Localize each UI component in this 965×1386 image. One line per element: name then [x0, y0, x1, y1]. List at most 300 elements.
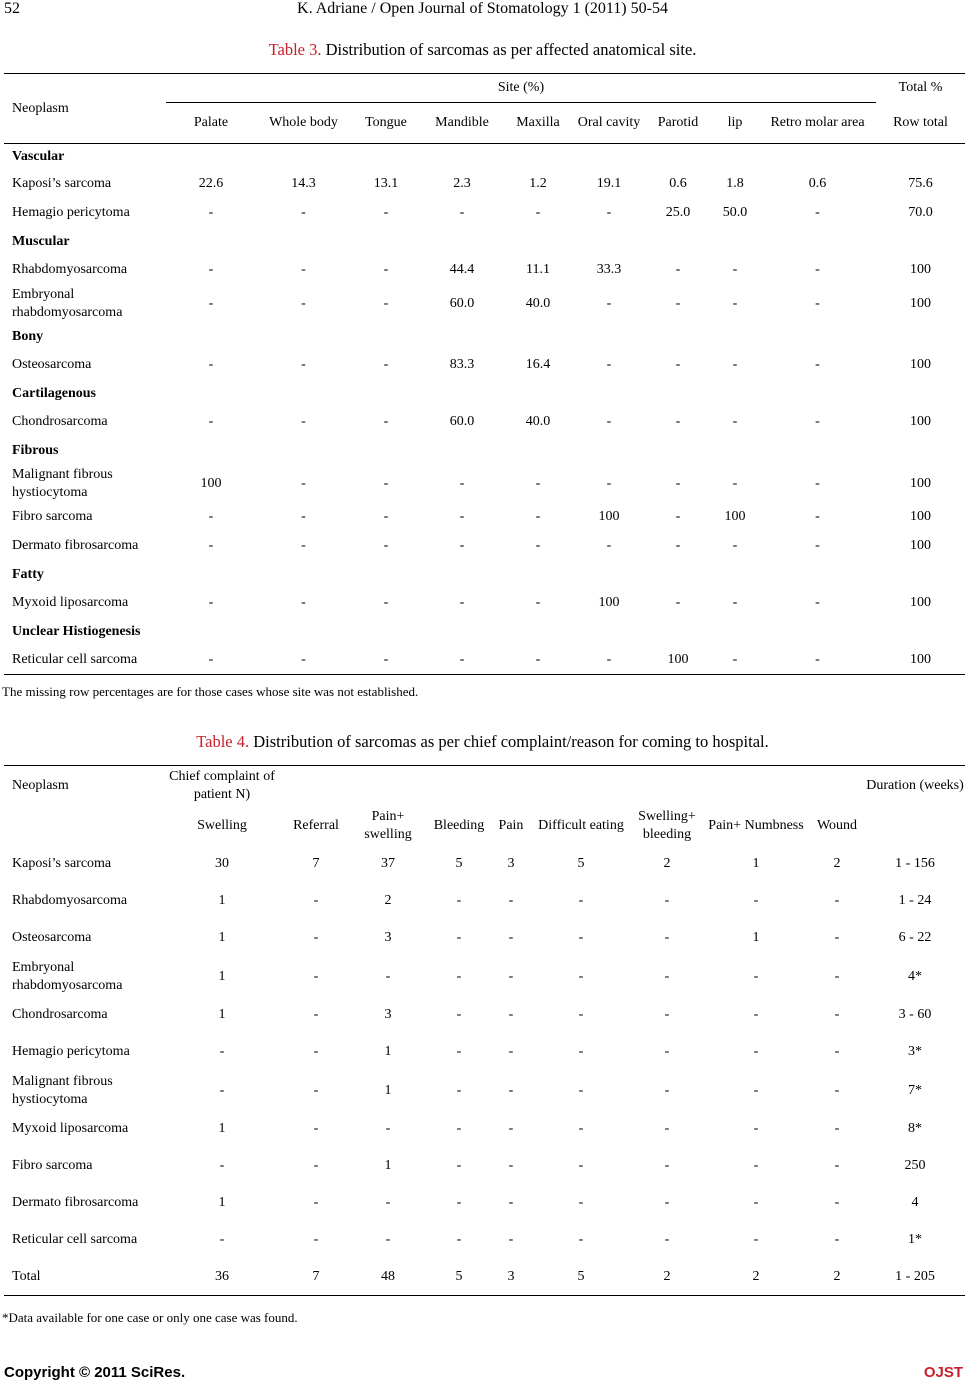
table4-value-cell: 30: [215, 856, 229, 871]
table3-value-cell: 40.0: [525, 414, 551, 429]
table4-col-header: Pain+ swelling: [364, 808, 412, 842]
table4-neoplasm-cell: Hemagio pericytoma: [12, 1044, 130, 1059]
table3-value-cell: -: [535, 475, 541, 491]
table4-value-cell: -: [578, 1158, 584, 1173]
page-header: [0, 0, 965, 22]
table4-value-cell: -: [834, 1121, 840, 1136]
table4-value-cell: -: [834, 930, 840, 945]
table3-value-cell: -: [383, 651, 389, 667]
table3-col-header: Palate: [193, 115, 229, 130]
table4-value-cell: 48: [381, 1268, 395, 1284]
table4-value-cell: -: [508, 1044, 514, 1059]
table4-value-cell: -: [834, 1232, 840, 1247]
table4-value-cell: -: [508, 893, 514, 908]
table3-value-cell: -: [606, 295, 612, 311]
table4-value-cell: -: [753, 1082, 759, 1098]
table4-value-cell: 1: [218, 968, 226, 984]
table4-value-cell: 7: [312, 856, 320, 871]
table3-total-cell: 100: [910, 475, 931, 491]
table3-value-cell: -: [732, 262, 738, 277]
table4-value-cell: -: [753, 1044, 759, 1059]
table4-value-cell: -: [578, 893, 584, 908]
table3-value-cell: -: [732, 295, 738, 311]
table3-value-cell: -: [815, 357, 820, 372]
table3-value-cell: 50.0: [722, 205, 748, 220]
table4-value-cell: -: [385, 1232, 391, 1247]
copyright-text: Copyright © 2011 SciRes.: [4, 1364, 186, 1381]
table4-value-cell: -: [753, 1195, 759, 1210]
table3-value-cell: -: [815, 509, 820, 524]
table4-value-cell: -: [219, 1044, 225, 1059]
table4-neoplasm-cell: Malignant fibrous hystiocytoma: [12, 1073, 113, 1107]
table3-value-cell: 19.1: [596, 176, 622, 191]
table3-group-label: Unclear Histiogenesis: [12, 623, 141, 639]
table-row: [4, 465, 965, 503]
table3-value-cell: 60.0: [449, 414, 475, 429]
table3-value-cell: -: [383, 205, 389, 220]
table3-value-cell: -: [732, 595, 738, 610]
table-row: [4, 1185, 965, 1222]
table3-value-cell: 13.1: [373, 176, 399, 191]
table3-value-cell: 83.3: [449, 357, 475, 372]
table4-value-cell: 5: [577, 1268, 585, 1284]
table3-value-cell: -: [301, 295, 306, 311]
table4-value-cell: 3: [507, 856, 515, 871]
table3-value-cell: -: [383, 357, 389, 372]
table4-duration-cell: 1 - 24: [898, 893, 932, 908]
table4-value-cell: 1: [384, 1158, 392, 1173]
table4-complaint-header: Chief complaint of patient N): [169, 768, 275, 802]
table4-value-cell: -: [834, 1195, 840, 1210]
table4-neoplasm-cell: Osteosarcoma: [12, 930, 92, 945]
table3-value-cell: -: [383, 295, 389, 311]
table3: [4, 73, 965, 675]
table3-total-cell: 100: [910, 357, 931, 372]
table3-value-cell: 44.4: [449, 262, 475, 277]
table3-group-row: [4, 437, 965, 465]
table4-value-cell: -: [456, 1232, 462, 1247]
table4-value-cell: -: [508, 1082, 514, 1098]
table4-value-cell: -: [578, 968, 584, 984]
table3-value-cell: -: [535, 205, 541, 220]
table3-value-cell: -: [815, 475, 820, 491]
table4-value-cell: -: [313, 968, 319, 984]
table4-value-cell: -: [753, 1158, 759, 1173]
table4-value-cell: -: [385, 1121, 391, 1136]
table3-group-label: Vascular: [12, 148, 65, 164]
table3-group-row: [4, 561, 965, 589]
table3-value-cell: 22.6: [198, 176, 224, 191]
table4-value-cell: -: [834, 1082, 840, 1098]
table4-value-cell: -: [578, 1007, 584, 1022]
table4-value-cell: -: [664, 1007, 670, 1022]
table4-value-cell: -: [313, 930, 319, 945]
table4-caption-text: Distribution of sarcomas as per chief complaint/reason for coming to hospital.: [249, 732, 769, 751]
table4-value-cell: 2: [833, 856, 841, 871]
table-row: [4, 1259, 965, 1296]
table-row: [4, 589, 965, 618]
table3-value-cell: -: [675, 295, 681, 311]
table-row: [4, 1222, 965, 1259]
table4-value-cell: 3: [384, 930, 392, 945]
table4-value-cell: -: [313, 1007, 319, 1022]
table3-group-label: Fibrous: [12, 442, 59, 458]
table4-value-cell: -: [834, 893, 840, 908]
table4-neoplasm-cell: Embryonal rhabdomyosarcoma: [12, 959, 123, 993]
table3-value-cell: -: [208, 651, 214, 667]
table4-neoplasm-cell: Total: [12, 1268, 41, 1284]
table-row: [4, 920, 965, 957]
table4-value-cell: 2: [833, 1268, 841, 1284]
table4-value-cell: 2: [663, 856, 671, 871]
journal-abbr: OJST: [923, 1364, 963, 1381]
table-row: [4, 199, 965, 228]
table4-value-cell: -: [664, 1082, 670, 1098]
table3-value-cell: -: [732, 475, 738, 491]
table3-value-cell: -: [606, 357, 612, 372]
table4-value-cell: -: [456, 1195, 462, 1210]
table3-value-cell: 33.3: [596, 262, 622, 277]
table4-value-cell: 1: [218, 1007, 226, 1022]
table3-total-cell: 100: [910, 262, 931, 277]
table4-value-cell: -: [664, 930, 670, 945]
table-row: [4, 1148, 965, 1185]
table3-value-cell: -: [459, 595, 465, 610]
table3-value-cell: -: [301, 414, 306, 429]
table3-group-label: Fatty: [12, 566, 44, 582]
table-row: [4, 408, 965, 437]
table3-value-cell: -: [208, 295, 214, 311]
table3-value-cell: -: [383, 475, 389, 491]
table3-value-cell: -: [675, 262, 681, 277]
table-row: [4, 883, 965, 920]
table4-value-cell: 5: [455, 856, 463, 871]
table4-neoplasm-cell: Dermato fibrosarcoma: [12, 1195, 139, 1210]
table3-value-cell: -: [606, 475, 612, 491]
table4-value-cell: -: [508, 968, 514, 984]
table3-col-header: Tongue: [365, 115, 407, 130]
table3-value-cell: -: [815, 651, 820, 667]
table3-group-label: Cartilagenous: [12, 385, 96, 401]
table3-value-cell: -: [675, 357, 681, 372]
table4-value-cell: 1: [752, 930, 760, 945]
table3-value-cell: -: [815, 414, 820, 429]
table3-value-cell: 100: [667, 651, 689, 667]
table4-col-header: Referral: [293, 817, 339, 833]
table4-value-cell: -: [753, 968, 759, 984]
table3-total-cell: 100: [910, 595, 931, 610]
table3-value-cell: -: [301, 509, 306, 524]
table4-value-cell: -: [313, 1195, 319, 1210]
table3-total-cell: 100: [910, 295, 931, 311]
table4-value-cell: 1: [218, 1121, 226, 1136]
table3-value-cell: 40.0: [525, 295, 551, 311]
table4-value-cell: -: [834, 1044, 840, 1059]
table3-value-cell: 25.0: [665, 205, 691, 220]
table4-value-cell: 2: [663, 1268, 671, 1284]
table3-value-cell: -: [732, 538, 738, 553]
table4-value-cell: -: [508, 930, 514, 945]
table3-group-row: [4, 380, 965, 408]
table4-value-cell: -: [313, 893, 319, 908]
table4-value-cell: -: [219, 1082, 225, 1098]
table4-duration-cell: 4: [911, 1195, 919, 1210]
table-row: [4, 532, 965, 561]
table3-value-cell: 16.4: [525, 357, 551, 372]
table3-value-cell: -: [301, 205, 306, 220]
table3-row-total-header: Row total: [893, 114, 948, 130]
table3-value-cell: 100: [724, 509, 746, 524]
table-row: [4, 957, 965, 997]
table4-value-cell: -: [753, 1121, 759, 1136]
table3-caption-text: Distribution of sarcomas as per affected anatomical site.: [321, 40, 697, 59]
table4-value-cell: -: [834, 968, 840, 984]
table3-total-cell: 100: [910, 509, 931, 524]
table3-col-header: Oral cavity: [577, 115, 641, 130]
table3-value-cell: -: [301, 262, 306, 277]
table4-value-cell: 1: [218, 893, 226, 908]
table-row: [4, 256, 965, 285]
table3-value-cell: 100: [598, 595, 620, 610]
table4-value-cell: 7: [312, 1268, 320, 1284]
table4-value-cell: -: [456, 968, 462, 984]
table4-value-cell: -: [313, 1082, 319, 1098]
table3-value-cell: -: [535, 595, 541, 610]
table3-note: The missing row percentages are for those cases whose site was not established.: [2, 684, 419, 699]
table-row: [4, 1071, 965, 1111]
table3-total-cell: 100: [910, 538, 931, 553]
table3-group-row: [4, 618, 965, 646]
table4-value-cell: -: [664, 1232, 670, 1247]
table3-value-cell: -: [815, 538, 820, 553]
table4-value-cell: 3: [384, 1007, 392, 1022]
table4-col-header: Swelling+ bleeding: [638, 808, 696, 842]
table4-value-cell: 1: [384, 1082, 392, 1098]
table4-value-cell: -: [753, 893, 759, 908]
table-row: [4, 997, 965, 1034]
table3-value-cell: -: [383, 538, 389, 553]
table4-value-cell: -: [219, 1158, 225, 1173]
table4-col-header: Pain: [498, 817, 524, 833]
table3-group-label: Bony: [12, 328, 44, 344]
table3-value-cell: -: [675, 414, 681, 429]
table4-value-cell: -: [313, 1232, 319, 1247]
table4-value-cell: -: [456, 1044, 462, 1059]
table4-neoplasm-cell: Rhabdomyosarcoma: [12, 893, 128, 908]
table4-value-cell: -: [834, 1158, 840, 1173]
table3-value-cell: -: [383, 262, 389, 277]
table3-value-cell: 2.3: [453, 176, 471, 191]
table3-total-cell: 70.0: [908, 205, 933, 220]
table4-neoplasm-cell: Kaposi’s sarcoma: [12, 856, 112, 871]
table3-total-header: Total %: [898, 80, 943, 96]
table4-neoplasm-header: Neoplasm: [12, 777, 69, 793]
table4-value-cell: -: [753, 1232, 759, 1247]
table3-value-cell: 14.3: [291, 176, 316, 191]
table4-caption: [0, 732, 965, 752]
table4-duration-cell: 6 - 22: [898, 930, 932, 945]
table3-value-cell: -: [208, 414, 214, 429]
table3-value-cell: 0.6: [669, 176, 687, 191]
table3-value-cell: -: [459, 475, 465, 491]
table4-duration-cell: 4*: [908, 968, 922, 984]
table4-duration-cell: 7*: [908, 1082, 922, 1098]
table3-col-header: Maxilla: [516, 115, 560, 130]
table4-value-cell: -: [578, 1121, 584, 1136]
table4-value-cell: -: [578, 1195, 584, 1210]
table4-col-header: Bleeding: [433, 817, 485, 833]
table3-value-cell: -: [208, 509, 214, 524]
table3-neoplasm-cell: Fibro sarcoma: [12, 509, 93, 524]
table4: [4, 765, 965, 1296]
table3-value-cell: -: [675, 509, 681, 524]
table4-col-header: Swelling: [197, 817, 247, 833]
table3-col-header: lip: [727, 115, 743, 130]
table3-neoplasm-cell: Hemagio pericytoma: [12, 205, 130, 220]
table4-duration-spacer: [865, 806, 965, 846]
table3-value-cell: -: [606, 205, 612, 220]
table4-value-cell: -: [385, 1195, 391, 1210]
table3-value-cell: -: [606, 414, 612, 429]
table4-value-cell: -: [664, 1044, 670, 1059]
table-row: [4, 1034, 965, 1071]
table3-value-cell: 11.1: [526, 262, 550, 277]
table3-neoplasm-cell: Osteosarcoma: [12, 357, 92, 372]
table3-value-cell: -: [815, 595, 820, 610]
table4-note: *Data available for one case or only one case was found.: [2, 1310, 298, 1325]
table3-neoplasm-header: Neoplasm: [12, 100, 69, 116]
table4-neoplasm-cell: Reticular cell sarcoma: [12, 1232, 138, 1247]
table4-value-cell: 5: [577, 856, 585, 871]
table4-value-cell: -: [508, 1232, 514, 1247]
table4-value-cell: -: [456, 1082, 462, 1098]
table3-value-cell: -: [301, 475, 306, 491]
table3-neoplasm-cell: Chondrosarcoma: [12, 414, 108, 429]
table3-col-header: Mandible: [435, 115, 489, 130]
table3-value-cell: -: [459, 651, 465, 667]
table-row: [4, 285, 965, 323]
table4-value-cell: -: [578, 1044, 584, 1059]
table4-value-cell: -: [456, 930, 462, 945]
table3-value-cell: 60.0: [449, 295, 475, 311]
table3-value-cell: -: [383, 509, 389, 524]
table4-neoplasm-cell: Myxoid liposarcoma: [12, 1121, 129, 1136]
table3-value-cell: -: [301, 595, 306, 610]
table4-value-cell: -: [508, 1121, 514, 1136]
table3-value-cell: -: [383, 595, 389, 610]
table-row: [4, 846, 965, 883]
table4-value-cell: -: [578, 1232, 584, 1247]
running-title: K. Adriane / Open Journal of Stomatology 1 (2011) 50-54: [297, 0, 668, 17]
table4-value-cell: 1: [752, 856, 760, 871]
table3-neoplasm-cell: Embryonal rhabdomyosarcoma: [12, 286, 123, 320]
table3-value-cell: -: [535, 538, 541, 553]
table4-neoplasm-cell: Chondrosarcoma: [12, 1007, 108, 1022]
table3-value-cell: -: [208, 538, 214, 553]
table3-group-row: [4, 323, 965, 351]
table4-value-cell: -: [508, 1007, 514, 1022]
table3-group-row: [4, 228, 965, 256]
table-row: [4, 1111, 965, 1148]
table-row: [4, 646, 965, 675]
table4-value-cell: 2: [752, 1268, 760, 1284]
table3-value-cell: -: [732, 357, 738, 372]
table3-value-cell: 1.2: [529, 176, 547, 191]
table3-value-cell: -: [675, 538, 681, 553]
table4-value-cell: 2: [384, 893, 392, 908]
table-row: [4, 170, 965, 199]
table3-col-header: Retro molar area: [770, 115, 865, 130]
table4-duration-cell: 8*: [908, 1121, 922, 1136]
table4-value-cell: -: [664, 1121, 670, 1136]
table3-value-cell: -: [208, 205, 214, 220]
table4-value-cell: -: [456, 1007, 462, 1022]
table3-neoplasm-cell: Myxoid liposarcoma: [12, 595, 129, 610]
table4-duration-cell: 3*: [908, 1044, 922, 1059]
table4-value-cell: -: [456, 1121, 462, 1136]
table3-value-cell: -: [732, 651, 738, 667]
table3-value-cell: -: [208, 595, 214, 610]
table3-value-cell: -: [675, 475, 681, 491]
table4-value-cell: -: [664, 1195, 670, 1210]
table3-total-cell: 100: [910, 414, 931, 429]
table4-value-cell: -: [313, 1158, 319, 1173]
table4-neoplasm-spacer: [4, 806, 161, 846]
table3-value-cell: -: [301, 538, 306, 553]
table4-value-cell: 1: [384, 1044, 392, 1059]
table4-value-cell: -: [508, 1158, 514, 1173]
table3-value-cell: -: [301, 651, 306, 667]
table3-group-label: Muscular: [12, 233, 70, 249]
table4-value-cell: -: [664, 968, 670, 984]
table3-value-cell: -: [732, 414, 738, 429]
table3-value-cell: -: [606, 651, 612, 667]
table3-value-cell: -: [606, 538, 612, 553]
table4-col-header: Difficult eating: [538, 817, 624, 833]
table4-value-cell: 3: [507, 1268, 515, 1284]
table3-neoplasm-cell: Rhabdomyosarcoma: [12, 262, 128, 277]
table3-neoplasm-cell: Reticular cell sarcoma: [12, 651, 138, 667]
table4-duration-cell: 1 - 205: [895, 1268, 935, 1284]
table3-value-cell: -: [815, 262, 820, 277]
table3-value-cell: 100: [598, 509, 620, 524]
table4-value-cell: 1: [218, 930, 226, 945]
table-row: [4, 503, 965, 532]
table4-value-cell: 36: [215, 1268, 229, 1284]
table4-value-cell: -: [578, 930, 584, 945]
table3-total-cell: 100: [910, 651, 931, 667]
table4-caption-label: Table 4.: [196, 732, 250, 751]
table3-value-cell: -: [535, 509, 541, 524]
table3-value-cell: -: [535, 651, 541, 667]
table3-neoplasm-cell: Dermato fibrosarcoma: [12, 538, 139, 553]
table3-caption-label: Table 3.: [268, 40, 322, 59]
table3-value-cell: -: [459, 205, 465, 220]
table4-value-cell: -: [313, 1121, 319, 1136]
table4-col-header: Pain+ Numbness: [708, 817, 804, 833]
table4-duration-header: Duration (weeks): [866, 777, 964, 793]
table4-value-cell: -: [456, 1158, 462, 1173]
table3-total-cell: 75.6: [908, 176, 933, 191]
table4-value-cell: 5: [455, 1268, 463, 1284]
table3-value-cell: -: [815, 295, 820, 311]
table3-value-cell: -: [383, 414, 389, 429]
table4-duration-cell: 3 - 60: [898, 1007, 932, 1022]
table3-neoplasm-cell: Kaposi’s sarcoma: [12, 176, 112, 191]
table3-value-cell: 1.8: [726, 176, 744, 191]
table4-col-header: Wound: [816, 817, 858, 833]
page-number: 52: [4, 0, 20, 17]
